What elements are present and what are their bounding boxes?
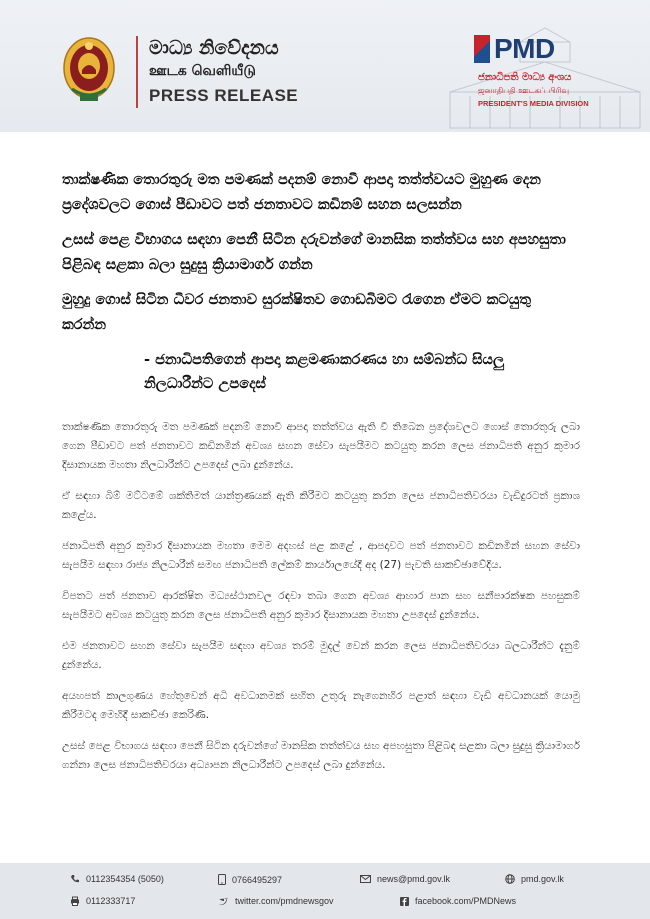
pmd-logo-text: PMD xyxy=(494,33,555,64)
email-icon xyxy=(360,875,371,883)
footer-twitter-text: twitter.com/pmdnewsgov xyxy=(235,896,334,906)
paragraph: තාක්ෂණික තොරතුරු මත පමණක් පදනම් නොවී ආපදා තත්ත්වය ඇති වී තිබෙන ප්‍රදේශවලට ගොස් තොරතුරු ලබා ගෙන පීඩාවට පත් ජනතාවට කඩිනමින් අවශ්‍ය සහන සේවා සැපයීමට කටයුතු කරන ලෙස ජනාධිපති අනුර කුමාර දිසානායක මහතා නිලධාරීන්ට උපදෙස් ලබා දුන්නේය. xyxy=(62,421,580,471)
footer-phone-1-text: 0112354354 (5050) xyxy=(86,874,164,884)
org-name-english: PRESIDENT'S MEDIA DIVISION xyxy=(478,99,589,108)
paragraph: ඒ සඳහා බිම් මට්ටමේ ශක්තිමත් යාන්ත්‍රණයක් ඇති කිරීමට කටයුතු කරන ලෙස ජනාධිපතිවරයා වැඩිදුරටත් ප්‍රකාශ කළේය. xyxy=(62,490,580,521)
press-release-body xyxy=(62,168,580,787)
press-release-title-sinhala: මාධ්‍ය නිවේදනය xyxy=(149,37,279,59)
letterhead xyxy=(0,0,650,132)
headline-1: තාක්ෂණික තොරතුරු මත පමණක් පදනම් නොවී ආපදා තත්ත්වයට මුහුණ දෙන ප්‍රදේශවලට ගොස් පීඩාවට පත් ජනතාවට කඩිනම් සහන සලසන්න xyxy=(62,172,541,213)
paragraph: උසස් පෙළ විභාගය සඳහා පෙනී සිටින දරුවන්ගේ මානසික තත්ත්වය සහ අපහසුතා පිළිබඳ සළකා බලා සුදුසු ක්‍රියාමාර්ග ගන්නා ලෙස ජනාධිපතිවරයා අධ්‍යාපන නිලධාරීන්ට උපදෙස් ලබා දුන්නේය. xyxy=(62,740,580,771)
footer-phone-1 xyxy=(70,874,164,884)
printer-icon xyxy=(70,896,80,906)
phone-icon xyxy=(70,874,80,884)
footer-email[interactable] xyxy=(360,874,450,884)
footer-email-text: news@pmd.gov.lk xyxy=(377,874,450,884)
org-name-tamil: ஜனாதிபதி ஊடகப் பிரிவு xyxy=(478,86,569,95)
footer-mobile xyxy=(218,874,282,885)
footer-facebook-text: facebook.com/PMDNews xyxy=(415,896,517,906)
headline-2: උසස් පෙළ විභාගය සඳහා පෙනී සිටින දරුවන්ගේ මානසික තත්ත්වය සහ අපහසුතා පිළිබඳ සළකා බලා සුදුසු ක්‍රියාමාර්ග ගන්න xyxy=(62,232,566,273)
twitter-icon xyxy=(218,897,229,906)
pmd-logo xyxy=(474,34,555,64)
globe-icon xyxy=(505,874,515,884)
footer-website-text: pmd.gov.lk xyxy=(521,874,564,884)
footer-website[interactable] xyxy=(505,874,564,884)
byline: - ජනාධිපතිගෙන් ආපදා කළමණාකරණය හා සම්බන්ධ සියලු නිලධාරීන්ට උපදෙස් xyxy=(144,352,505,392)
org-name-sinhala: ජනාධිපති මාධ්‍ය අංශය xyxy=(478,72,572,83)
press-release-title-tamil: ஊடக வெளியீடு xyxy=(149,63,256,79)
contact-footer xyxy=(0,863,650,919)
footer-twitter[interactable] xyxy=(218,896,334,906)
paragraph: එම ජනතාවට සහන සේවා සැපයීම සඳහා අවශ්‍ය තරම් මුදල් වෙන් කරන ලෙස ජනාධිපතිවරයා බලධාරීන්ට දැනුම් දුන්නේය. xyxy=(62,640,580,671)
headline-3: මුහුදු ගොස් සිටින ධීවර ජනතාව සුරක්ෂිතව ගොඩබිමට රැගෙන ඒමට කටයුතු කරන්න xyxy=(62,292,532,333)
paragraph: අයහපත් කාලගුණය හේතුවෙන් අධි අවධානමක් සහිත උතුරු නැගෙනහිර පළාත් සඳහා වැඩි අවධානයක් යොමු කිරීමටද මෙහිදී සාකච්ඡා කෙරිණි. xyxy=(62,690,580,721)
footer-facebook[interactable] xyxy=(400,896,516,906)
sri-lanka-emblem-icon xyxy=(62,34,116,106)
facebook-icon xyxy=(400,897,409,906)
footer-phone-2-text: 0112333717 xyxy=(86,896,136,906)
paragraph: ජනාධිපති අනුර කුමාර දිසානායක මහතා මෙම අදහස් පළ කළේ , ආපදාවට පත් ජනතාවට කඩිනමින් සහන සේවා සැපයීම සඳහා රාජ්‍ය නිලධාරීන් සමඟ ජනාධිපති ලේකම් කාර්යාලයේදී අද (27) පැවති සාකච්ඡාවේදිය. xyxy=(62,540,580,571)
pmd-mark-icon xyxy=(474,35,490,63)
header-divider xyxy=(136,36,138,108)
mobile-phone-icon xyxy=(218,874,226,885)
paragraph: විපතට පත් ජනතාව ආරක්ෂිත මධ්‍යස්ථානවල රඳවා තබා ගෙන අවශ්‍ය ආහාර පාන සහ සනීපාරක්ෂක පහසුකම් සැපයීමට අවශ්‍ය කටයුතු කරන ලෙස ජනාධිපති අනුර කුමාර දිසානායක මහතා උපදෙස් දුන්නේය. xyxy=(62,590,580,621)
footer-mobile-text: 0766495297 xyxy=(232,874,283,885)
press-release-title-english: PRESS RELEASE xyxy=(149,86,299,105)
footer-phone-2 xyxy=(70,896,135,906)
